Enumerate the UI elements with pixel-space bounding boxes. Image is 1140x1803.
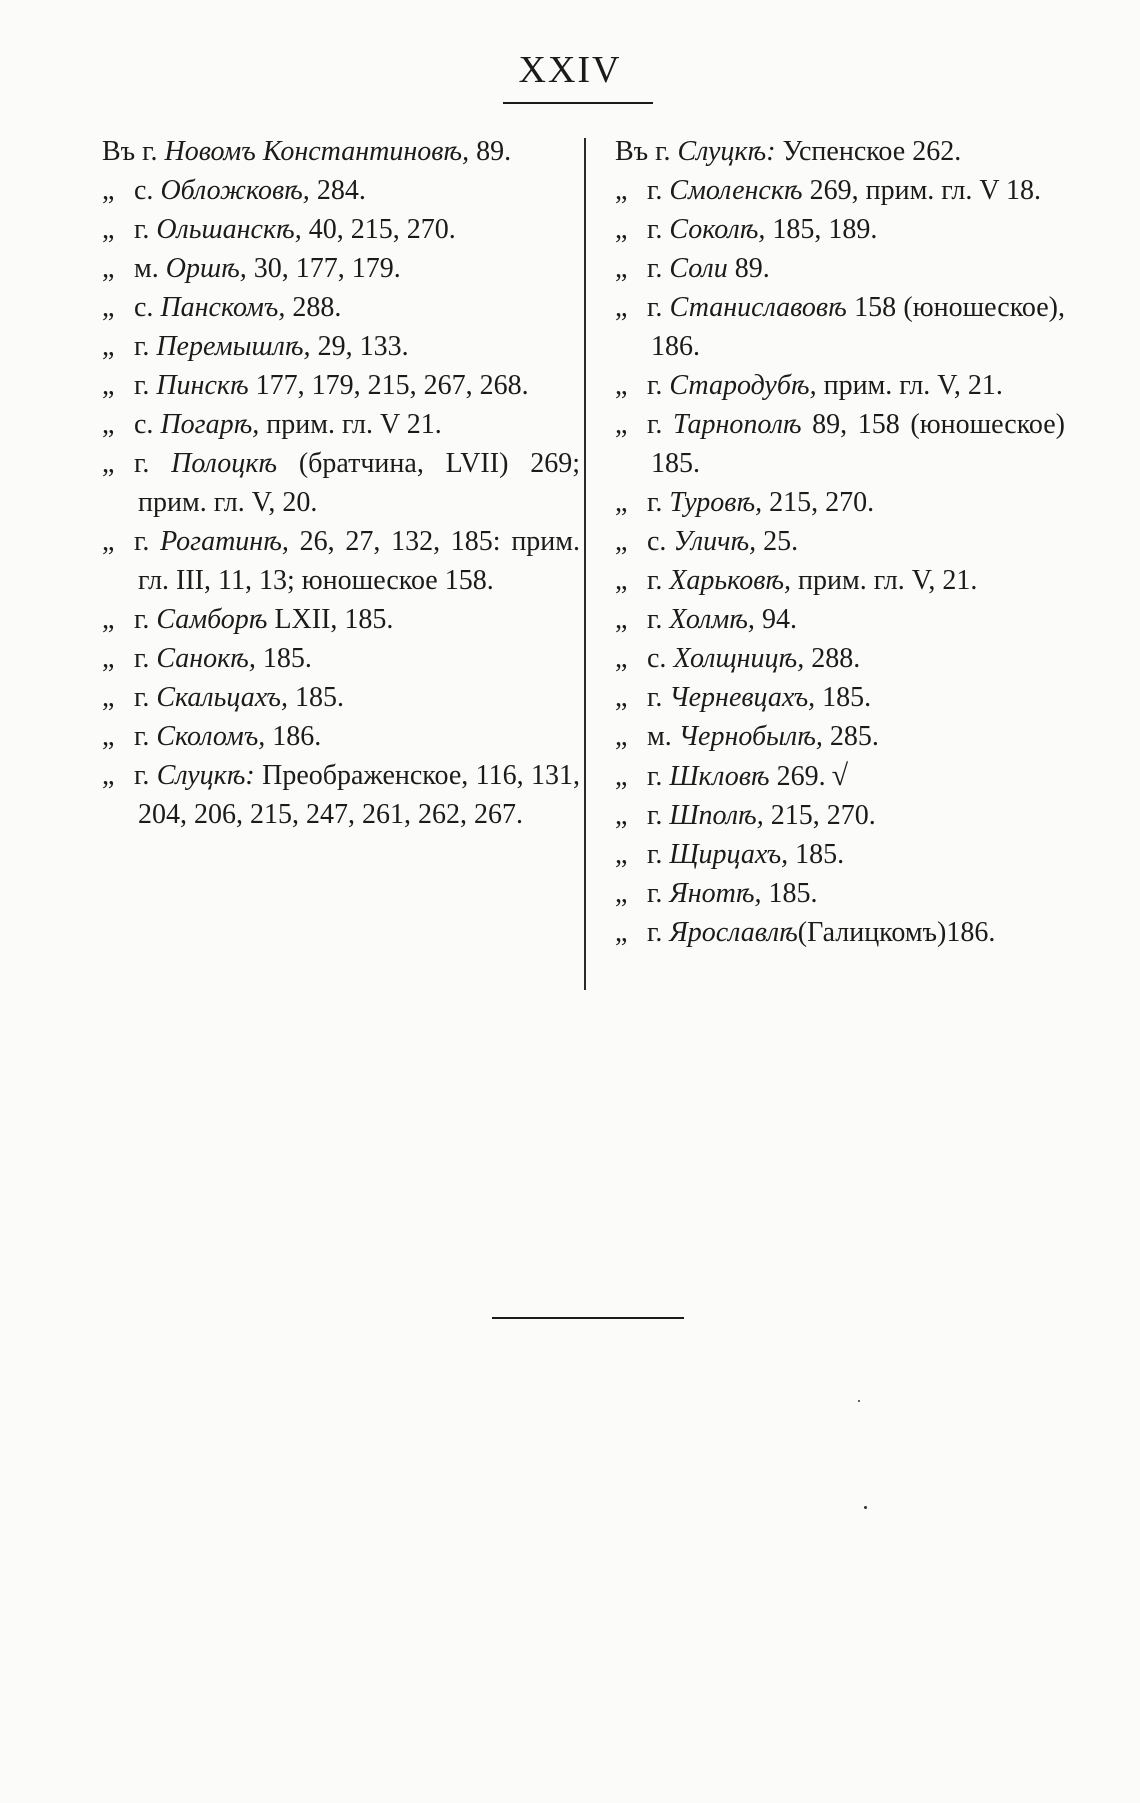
settlement-type: г. bbox=[134, 214, 150, 245]
right-index-column bbox=[615, 132, 1065, 952]
ditto-mark: „ bbox=[615, 487, 628, 518]
ditto-mark: „ bbox=[102, 721, 115, 752]
place-name: Полоцкѣ bbox=[171, 448, 278, 479]
place-name: Перемышлѣ, bbox=[156, 331, 311, 362]
page-references: 288. bbox=[804, 643, 861, 674]
settlement-type: м. bbox=[134, 253, 159, 284]
settlement-type: г. bbox=[647, 565, 663, 596]
place-name: Харьковѣ, bbox=[669, 565, 792, 596]
page-references: 29, 133. bbox=[310, 331, 409, 362]
index-entry bbox=[102, 288, 580, 327]
place-name: Холщницѣ, bbox=[673, 643, 805, 674]
ditto-mark: „ bbox=[102, 175, 115, 206]
ditto-mark: „ bbox=[615, 409, 628, 440]
page-references: (Галицкомъ)186. bbox=[797, 917, 996, 948]
page-references: 269, прим. гл. V 18. bbox=[802, 175, 1042, 206]
index-entry bbox=[102, 132, 580, 171]
index-entry bbox=[615, 561, 1065, 600]
page-references: 285. bbox=[822, 721, 879, 752]
index-entry bbox=[615, 913, 1065, 952]
page-references: 94. bbox=[754, 604, 797, 635]
page-references: 269. bbox=[769, 761, 826, 792]
ditto-mark: „ bbox=[102, 526, 115, 557]
check-mark-icon: √ bbox=[831, 759, 849, 792]
place-name: Соколѣ, bbox=[669, 214, 766, 245]
settlement-type: с. bbox=[647, 526, 667, 557]
index-entry bbox=[615, 874, 1065, 913]
settlement-type: г. bbox=[134, 682, 150, 713]
settlement-type: г. bbox=[647, 175, 663, 206]
settlement-type: г. bbox=[647, 682, 663, 713]
place-name: Черневцахъ, bbox=[669, 682, 816, 713]
index-entry bbox=[615, 717, 1065, 756]
place-name: Сколомъ, bbox=[156, 721, 266, 752]
page-references: 185, 189. bbox=[765, 214, 878, 245]
ditto-mark: „ bbox=[615, 292, 628, 323]
ditto-mark: „ bbox=[102, 760, 115, 791]
index-entry bbox=[102, 327, 580, 366]
page-references: 30, 177, 179. bbox=[246, 253, 401, 284]
place-name: Обложковѣ, bbox=[160, 175, 310, 206]
place-name: Смоленскѣ bbox=[669, 175, 803, 206]
page-references: 40, 215, 270. bbox=[301, 214, 456, 245]
ditto-mark: „ bbox=[615, 253, 628, 284]
ditto-mark: „ bbox=[102, 214, 115, 245]
page-references: прим. гл. V, 21. bbox=[816, 370, 1003, 401]
ditto-mark: „ bbox=[615, 878, 628, 909]
place-name: Туровѣ, bbox=[669, 487, 763, 518]
page-references: 26, 27, 132, 185: прим. гл. III, 11, 13; юношеское 158. bbox=[138, 526, 581, 596]
place-name: Янотѣ, bbox=[669, 878, 762, 909]
settlement-type: г. bbox=[134, 526, 150, 557]
index-entry bbox=[102, 717, 580, 756]
settlement-type: г. bbox=[134, 604, 150, 635]
place-name: Скальцахъ, bbox=[156, 682, 288, 713]
index-entry bbox=[615, 288, 1065, 366]
left-index-column bbox=[102, 132, 580, 834]
index-entry bbox=[615, 366, 1065, 405]
end-rule bbox=[492, 1317, 684, 1319]
page-references: 185. bbox=[815, 682, 872, 713]
ditto-mark: „ bbox=[615, 604, 628, 635]
settlement-type: г. bbox=[647, 839, 663, 870]
index-entry bbox=[615, 756, 1065, 796]
page-references: 215, 270. bbox=[762, 487, 875, 518]
index-entry bbox=[615, 483, 1065, 522]
settlement-type: м. bbox=[647, 721, 672, 752]
index-entry bbox=[615, 678, 1065, 717]
place-name: Рогатинѣ, bbox=[160, 526, 289, 557]
settlement-type: г. bbox=[647, 761, 663, 792]
settlement-type: с. bbox=[134, 292, 154, 323]
settlement-type: г. bbox=[647, 487, 663, 518]
place-name: Слуцкѣ: bbox=[677, 136, 776, 167]
ditto-mark: „ bbox=[615, 370, 628, 401]
settlement-type: г. bbox=[647, 604, 663, 635]
index-entry bbox=[102, 639, 580, 678]
index-entry bbox=[615, 796, 1065, 835]
page-references: 288. bbox=[285, 292, 342, 323]
ditto-mark: „ bbox=[615, 214, 628, 245]
place-name: Шполѣ, bbox=[669, 800, 764, 831]
place-name: Чернобылѣ, bbox=[678, 721, 823, 752]
column-divider bbox=[584, 138, 586, 990]
ditto-mark: „ bbox=[615, 800, 628, 831]
place-name: Стародубѣ, bbox=[669, 370, 817, 401]
index-entry bbox=[102, 249, 580, 288]
ditto-mark: „ bbox=[102, 253, 115, 284]
index-entry bbox=[102, 171, 580, 210]
settlement-type: г. bbox=[134, 370, 150, 401]
place-name: Самборѣ bbox=[156, 604, 268, 635]
page-references: 158 (юношеское), 186. bbox=[651, 292, 1065, 362]
place-name: Соли bbox=[669, 253, 728, 284]
place-name: Ольшанскѣ, bbox=[156, 214, 302, 245]
page-references: прим. гл. V 21. bbox=[259, 409, 442, 440]
place-name: Тарнополѣ bbox=[672, 409, 802, 440]
settlement-type: г. bbox=[647, 292, 663, 323]
page-references: 185. bbox=[255, 643, 312, 674]
ditto-mark: „ bbox=[615, 175, 628, 206]
ditto-mark: „ bbox=[615, 721, 628, 752]
page-references: Преображенское, 116, 131, 204, 206, 215, 247, 261, 262, 267. bbox=[138, 760, 580, 830]
index-entry bbox=[102, 444, 580, 522]
settlement-type: с. bbox=[134, 175, 154, 206]
page-references: 186. bbox=[265, 721, 322, 752]
index-entry bbox=[615, 835, 1065, 874]
ditto-mark: „ bbox=[102, 331, 115, 362]
index-entry bbox=[102, 756, 580, 834]
index-entry bbox=[615, 132, 1065, 171]
index-entry bbox=[102, 210, 580, 249]
ditto-mark: „ bbox=[615, 643, 628, 674]
place-name: Слуцкѣ: bbox=[156, 760, 255, 791]
page-references: 89. bbox=[469, 136, 512, 167]
print-speck bbox=[864, 1506, 867, 1509]
page-references: 284. bbox=[309, 175, 366, 206]
page-references: 25. bbox=[756, 526, 799, 557]
settlement-type: г. bbox=[134, 760, 150, 791]
settlement-type: г. bbox=[647, 800, 663, 831]
settlement-type: г. bbox=[134, 448, 150, 479]
index-entry bbox=[615, 639, 1065, 678]
ditto-mark: „ bbox=[615, 526, 628, 557]
page-references: 185. bbox=[761, 878, 818, 909]
place-name: Шкловѣ bbox=[669, 761, 770, 792]
title-rule bbox=[503, 102, 653, 104]
index-entry bbox=[615, 405, 1065, 483]
place-name: Погарѣ, bbox=[160, 409, 260, 440]
index-entry bbox=[102, 522, 580, 600]
page-number: XXIV bbox=[518, 49, 622, 91]
ditto-mark: „ bbox=[102, 643, 115, 674]
ditto-mark: „ bbox=[102, 370, 115, 401]
index-entry bbox=[102, 600, 580, 639]
index-entry bbox=[102, 678, 580, 717]
settlement-type: с. bbox=[134, 409, 154, 440]
page-references: 185. bbox=[788, 839, 845, 870]
page-references: прим. гл. V, 21. bbox=[791, 565, 978, 596]
page-references: 215, 270. bbox=[763, 800, 876, 831]
settlement-type: г. bbox=[647, 409, 663, 440]
index-entry bbox=[615, 210, 1065, 249]
index-entry bbox=[615, 522, 1065, 561]
ditto-mark: „ bbox=[102, 682, 115, 713]
print-speck bbox=[858, 1400, 860, 1402]
place-name: Станиславовѣ bbox=[669, 292, 847, 323]
ditto-mark: „ bbox=[102, 604, 115, 635]
ditto-mark: „ bbox=[615, 761, 628, 792]
ditto-mark: „ bbox=[102, 409, 115, 440]
place-name: Санокѣ, bbox=[156, 643, 256, 674]
page-references: (братчина, LVII) 269; прим. гл. V, 20. bbox=[138, 448, 580, 518]
settlement-type: г. bbox=[134, 331, 150, 362]
place-name: Холмѣ, bbox=[669, 604, 755, 635]
index-entry bbox=[615, 249, 1065, 288]
place-name: Новомъ Константиновѣ, bbox=[164, 136, 470, 167]
settlement-type: г. bbox=[134, 721, 150, 752]
place-name: Панскомъ, bbox=[160, 292, 286, 323]
ditto-mark: „ bbox=[615, 682, 628, 713]
ditto-mark: „ bbox=[615, 839, 628, 870]
settlement-type: г. bbox=[647, 878, 663, 909]
page-references: 89. bbox=[727, 253, 770, 284]
place-name: Уличѣ, bbox=[673, 526, 757, 557]
settlement-type: с. bbox=[647, 643, 667, 674]
settlement-type: Въ г. bbox=[102, 136, 158, 167]
place-name: Ярославлѣ bbox=[669, 917, 798, 948]
index-entry bbox=[615, 171, 1065, 210]
ditto-mark: „ bbox=[615, 565, 628, 596]
settlement-type: г. bbox=[647, 214, 663, 245]
settlement-type: г. bbox=[647, 253, 663, 284]
settlement-type: г. bbox=[647, 370, 663, 401]
settlement-type: Въ г. bbox=[615, 136, 671, 167]
index-entry bbox=[102, 366, 580, 405]
page-references: 185. bbox=[287, 682, 344, 713]
page-references: LXII, 185. bbox=[267, 604, 394, 635]
place-name: Оршѣ, bbox=[165, 253, 247, 284]
ditto-mark: „ bbox=[102, 448, 115, 479]
index-entry bbox=[102, 405, 580, 444]
settlement-type: г. bbox=[134, 643, 150, 674]
ditto-mark: „ bbox=[615, 917, 628, 948]
index-entry bbox=[615, 600, 1065, 639]
place-name: Пинскѣ bbox=[156, 370, 249, 401]
place-name: Щирцахъ, bbox=[669, 839, 789, 870]
page-references: 89, 158 (юношеское) 185. bbox=[651, 409, 1065, 479]
settlement-type: г. bbox=[647, 917, 663, 948]
page-references: 177, 179, 215, 267, 268. bbox=[248, 370, 529, 401]
page-references: Успенское 262. bbox=[775, 136, 962, 167]
ditto-mark: „ bbox=[102, 292, 115, 323]
